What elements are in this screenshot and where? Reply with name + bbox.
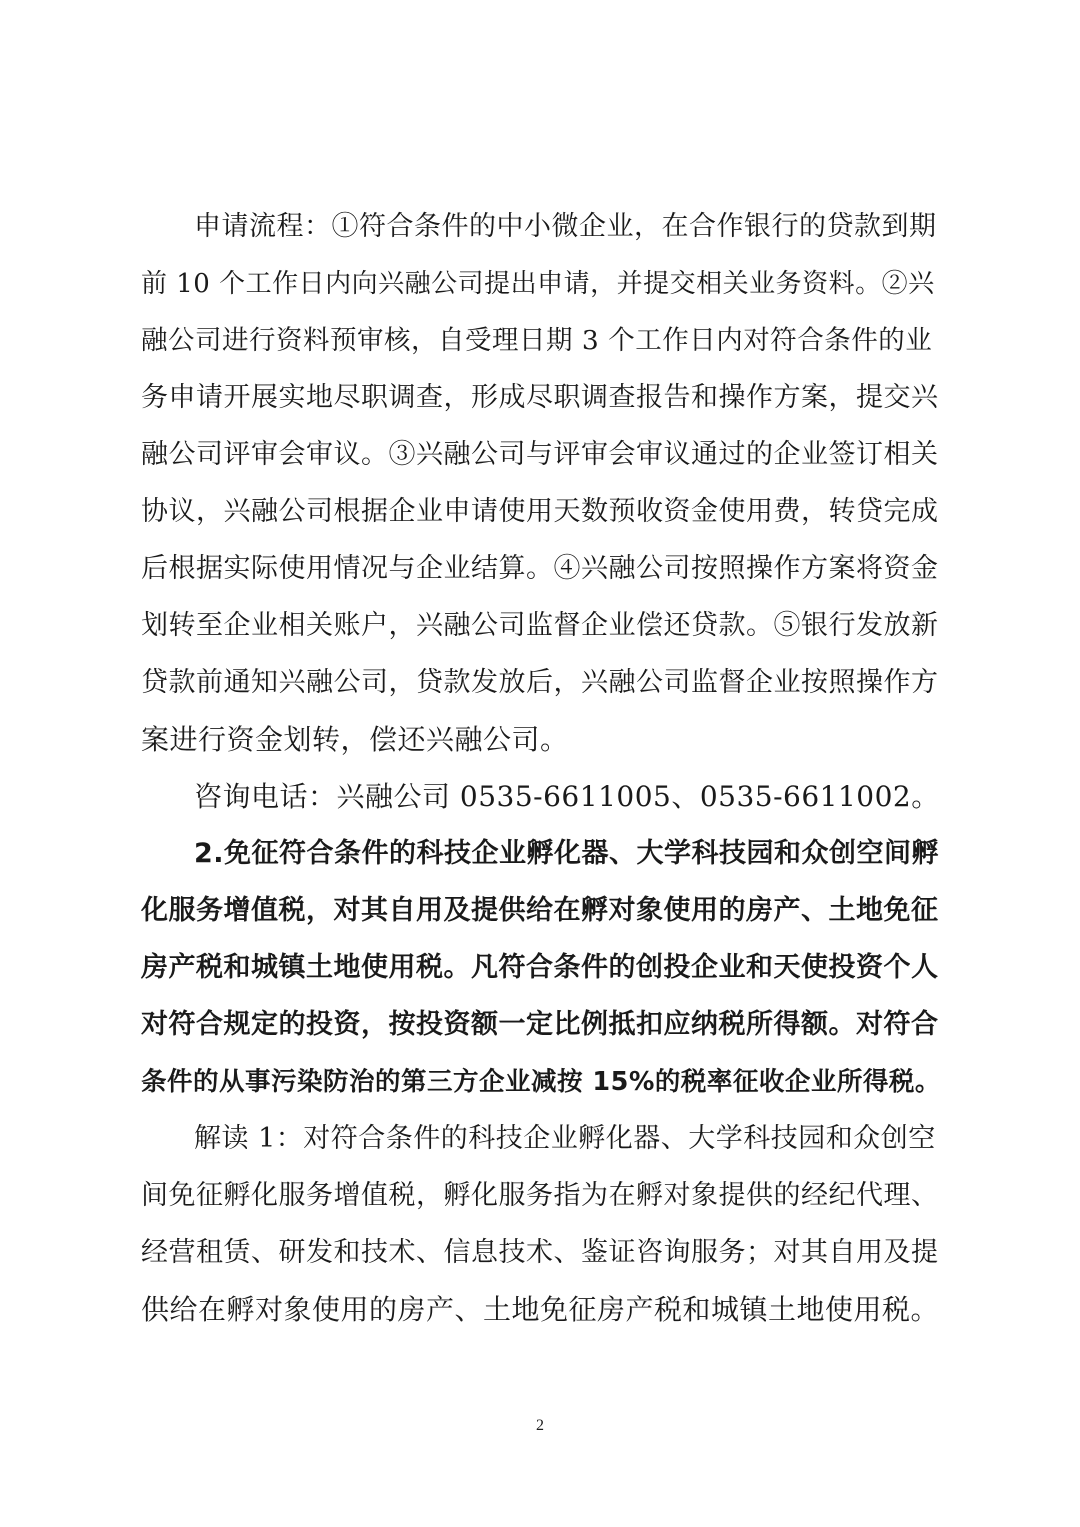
text-line: 解读 1：对符合条件的科技企业孵化器、大学科技园和众创空 <box>194 1123 936 1154</box>
text-line: 融公司评审会审议。③兴融公司与评审会审议通过的企业签订相关 <box>141 439 939 470</box>
page-number: 2 <box>536 1417 544 1434</box>
text-line: 经营租赁、研发和技术、信息技术、鉴证咨询服务；对其自用及提 <box>141 1237 939 1268</box>
text-line: 务申请开展实地尽职调查，形成尽职调查报告和操作方案，提交兴 <box>141 382 939 413</box>
text-line: 供给在孵对象使用的房产、土地免征房产税和城镇土地使用税。 <box>141 1293 940 1326</box>
text-line: 案进行资金划转，偿还兴融公司。 <box>141 723 569 756</box>
consult-phone-line: 咨询电话：兴融公司 0535-6611005、0535-6611002。 <box>194 780 940 813</box>
bold-text-line: 房产税和城镇土地使用税。凡符合条件的创投企业和天使投资个人 <box>141 952 939 983</box>
text-line: 融公司进行资料预审核，自受理日期 3 个工作日内对符合条件的业 <box>141 325 933 356</box>
text-line: 申请流程：①符合条件的中小微企业，在合作银行的贷款到期 <box>194 211 937 242</box>
bold-text-line: 2.免征符合条件的科技企业孵化器、大学科技园和众创空间孵 <box>194 838 940 869</box>
text-line: 前 10 个工作日内向兴融公司提出申请，并提交相关业务资料。②兴 <box>141 269 935 299</box>
bold-text-line: 化服务增值税，对其自用及提供给在孵对象使用的房产、土地免征 <box>141 895 939 926</box>
bold-text-line: 对符合规定的投资，按投资额一定比例抵扣应纳税所得额。对符合 <box>141 1009 939 1040</box>
text-line: 间免征孵化服务增值税，孵化服务指为在孵对象提供的经纪代理、 <box>141 1180 939 1211</box>
text-line: 后根据实际使用情况与企业结算。④兴融公司按照操作方案将资金 <box>141 553 939 584</box>
text-line: 贷款前通知兴融公司，贷款发放后，兴融公司监督企业按照操作方 <box>141 667 939 698</box>
text-line: 划转至企业相关账户，兴融公司监督企业偿还贷款。⑤银行发放新 <box>141 610 939 641</box>
bold-text-line: 条件的从事污染防治的第三方企业减按 15%的税率征收企业所得税。 <box>141 1067 941 1097</box>
text-line: 协议，兴融公司根据企业申请使用天数预收资金使用费，转贷完成 <box>141 496 939 527</box>
